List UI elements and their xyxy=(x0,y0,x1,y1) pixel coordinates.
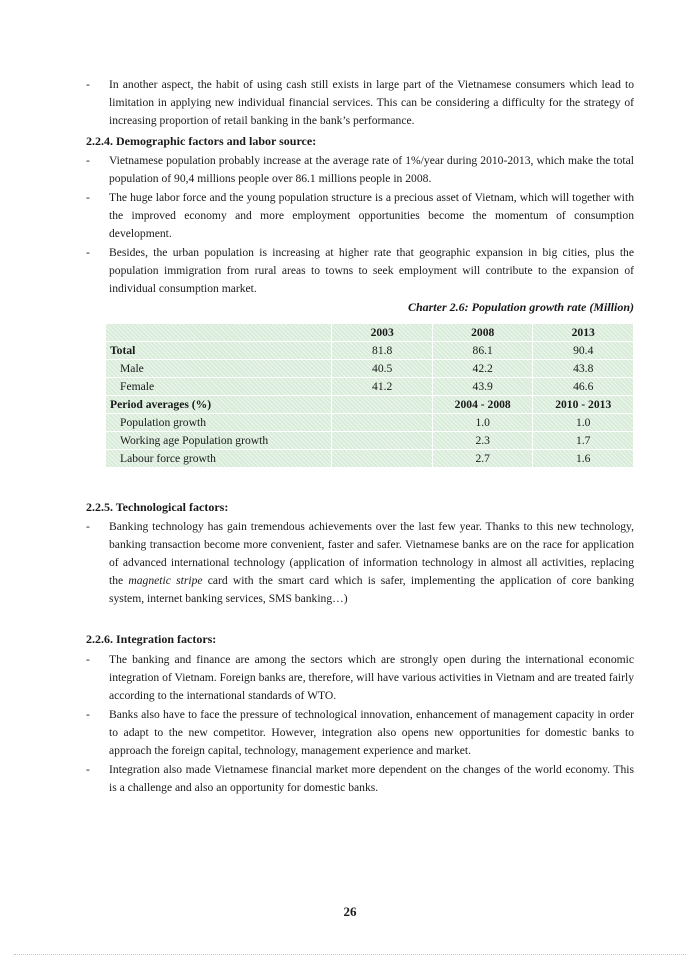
bullet-dash: - xyxy=(86,154,90,167)
technological-bullet xyxy=(86,518,634,608)
emphasis-text: magnetic stripe xyxy=(128,574,203,587)
bullet-text: Besides, the urban population is increasing at higher rate that geographic expansion in big cities, plus the population immigration from rural areas to towns to seek employment will contribute to the expansion of individual consumption market. xyxy=(109,246,634,295)
table-cell xyxy=(332,432,433,450)
bullet-text: Vietnamese population probably increase at the average rate of 1%/year during 2010-2013, which make the total population of 90,4 millions people over 86.1 millions people in 2008. xyxy=(109,154,634,185)
bullet-text: Integration also made Vietnamese financial market more dependent on the changes of the world economy. This is a challenge and also an opportunity for domestic banks. xyxy=(109,763,634,794)
row-label: Total xyxy=(106,342,332,360)
year-header: 2008 xyxy=(433,324,534,342)
integration-bullet-2 xyxy=(86,706,634,760)
table-cell: 43.8 xyxy=(533,360,634,378)
table-cell: 1.0 xyxy=(533,414,634,432)
row-label: Male xyxy=(106,360,332,378)
section-heading-technological: 2.2.5. Technological factors: xyxy=(86,500,229,514)
demographic-bullet-3 xyxy=(86,244,634,298)
bullet-dash: - xyxy=(86,246,90,259)
bullet-dash: - xyxy=(86,708,90,721)
period-header: 2004 - 2008 xyxy=(433,396,534,414)
bullet-dash: - xyxy=(86,191,90,204)
integration-bullet-1 xyxy=(86,651,634,705)
table-row xyxy=(106,432,634,450)
table-cell: 86.1 xyxy=(433,342,534,360)
table-cell: 2.7 xyxy=(433,450,534,468)
bullet-text: The huge labor force and the young population structure is a precious asset of Vietnam, which will together with the improved economy and more employment opportunities become the momentum of consumption development. xyxy=(109,191,634,240)
table-row xyxy=(106,378,634,396)
row-label: Population growth xyxy=(106,414,332,432)
table-cell: 1.7 xyxy=(533,432,634,450)
bullet-text-part: Banking technology has gain tremendous achievements over the last few year. Thanks to this new technology, banking transaction become more convenient, faster and safer. Vietnamese banks are on the race for application of advanced international technology (application of information technology in almost all activities, replacing the xyxy=(109,520,634,587)
table-cell: 1.0 xyxy=(433,414,534,432)
page-number: 26 xyxy=(343,904,357,919)
page-footer-divider xyxy=(14,954,686,955)
section-heading-demographic: 2.2.4. Demographic factors and labor source: xyxy=(86,134,317,148)
intro-bullet xyxy=(86,76,634,130)
bullet-dash: - xyxy=(86,653,90,666)
table-row xyxy=(106,450,634,468)
table-header-row xyxy=(106,396,634,414)
table-row xyxy=(106,342,634,360)
table-caption: Charter 2.6: Population growth rate (Million) xyxy=(407,300,634,314)
table-cell xyxy=(332,450,433,468)
table-cell: 46.6 xyxy=(533,378,634,396)
year-header: 2003 xyxy=(332,324,433,342)
row-label: Working age Population growth xyxy=(106,432,332,450)
row-label: Female xyxy=(106,378,332,396)
section-heading-integration: 2.2.6. Integration factors: xyxy=(86,632,217,646)
bullet-text: Banks also have to face the pressure of technological innovation, enhancement of management capacity in order to adapt to the new competitor. However, integration also opens new opportunities for domestic banks to approach the foreign capital, technology, management experience and market. xyxy=(109,708,634,757)
bullet-dash: - xyxy=(86,763,90,776)
table-cell xyxy=(332,396,433,414)
table-cell: 1.6 xyxy=(533,450,634,468)
bullet-dash: - xyxy=(86,78,90,91)
demographic-bullet-1 xyxy=(86,152,634,188)
bullet-text: The banking and finance are among the sectors which are strongly open during the international economic integration of Vietnam. Foreign banks are, therefore, will have various activities in Vietnam and are treated fairly according to the international standards of WTO. xyxy=(109,653,634,702)
population-table xyxy=(106,324,634,468)
row-label: Period averages (%) xyxy=(106,396,332,414)
period-header: 2010 - 2013 xyxy=(533,396,634,414)
table-cell: 43.9 xyxy=(433,378,534,396)
demographic-bullet-2 xyxy=(86,189,634,243)
table-cell: 41.2 xyxy=(332,378,433,396)
table-cell: 40.5 xyxy=(332,360,433,378)
integration-bullet-3 xyxy=(86,761,634,797)
bullet-text-part: card with the smart card which is safer, implementing the application of core banking system, internet banking services, SMS banking…) xyxy=(109,574,634,605)
table-cell: 2.3 xyxy=(433,432,534,450)
bullet-dash: - xyxy=(86,520,90,533)
table-cell: 90.4 xyxy=(533,342,634,360)
table-cell: 81.8 xyxy=(332,342,433,360)
row-label: Labour force growth xyxy=(106,450,332,468)
table-cell xyxy=(106,324,332,342)
table-row xyxy=(106,414,634,432)
table-cell xyxy=(332,414,433,432)
table-row xyxy=(106,360,634,378)
table-header-row xyxy=(106,324,634,342)
bullet-text: In another aspect, the habit of using cash still exists in large part of the Vietnamese consumers which lead to limitation in applying new individual financial services. This can be considering a difficulty for the strategy of increasing proportion of retail banking in the bank’s performance. xyxy=(109,78,634,127)
bullet-text xyxy=(109,518,634,608)
year-header: 2013 xyxy=(533,324,634,342)
table-cell: 42.2 xyxy=(433,360,534,378)
